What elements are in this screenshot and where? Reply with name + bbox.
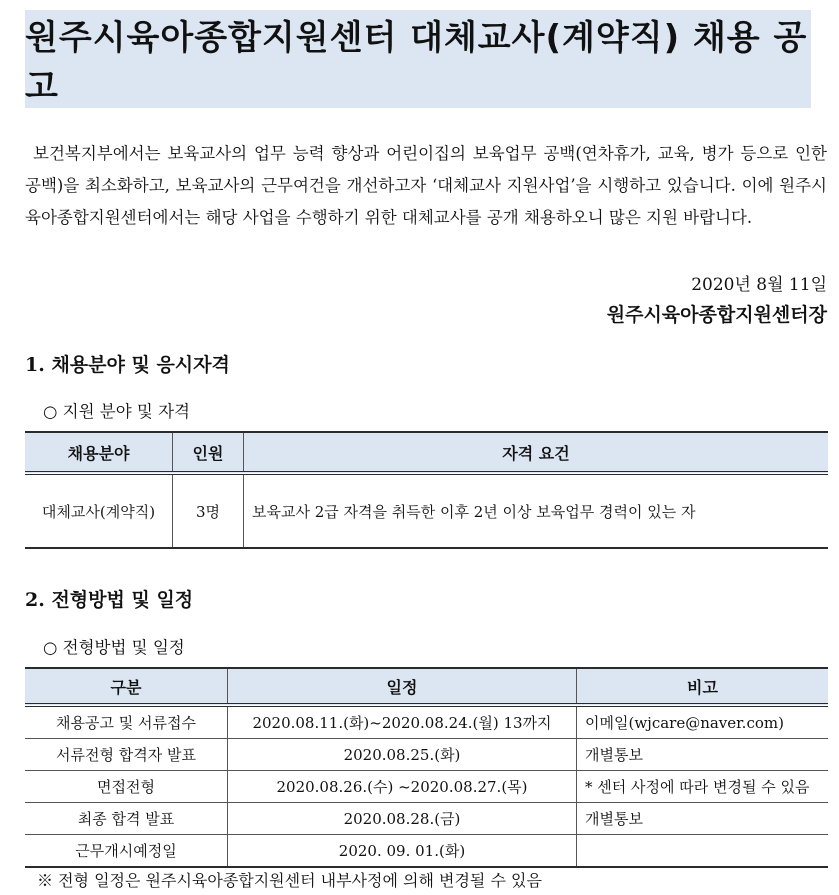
cell-category: 근무개시예정일 bbox=[25, 835, 228, 868]
qualification-table bbox=[25, 431, 828, 549]
cell-category: 채용공고 및 서류접수 bbox=[25, 705, 228, 739]
header-category: 구분 bbox=[25, 668, 228, 705]
cell-schedule: 2020.08.26.(수) ~2020.08.27.(목) bbox=[228, 771, 577, 803]
table-row bbox=[25, 705, 828, 739]
cell-note: 개별통보 bbox=[577, 739, 829, 771]
section-2-title: 2. 전형방법 및 일정 bbox=[25, 589, 194, 611]
signer-name: 원주시육아종합지원센터장 bbox=[606, 304, 827, 326]
section-2-subtitle: ○ 전형방법 및 일정 bbox=[43, 638, 185, 657]
schedule-table bbox=[25, 667, 828, 868]
cell-schedule: 2020.08.28.(금) bbox=[228, 803, 577, 835]
cell-schedule: 2020.08.25.(화) bbox=[228, 739, 577, 771]
intro-paragraph: 보건복지부에서는 보육교사의 업무 능력 향상과 어린이집의 보육업무 공백(연차휴가, 교육, 병가 등으로 인한 공백)을 최소화하고, 보육교사의 근무여건을 개선하고자 ‘대체교사 지원사업’을 시행하고 있습니다. 이에 원주시육아종합지원센터에서는 해당 사업을 수행하기 위한 대체교사를 공개 채용하오니 많은 지원 바랍니다. bbox=[25, 144, 827, 227]
table-row bbox=[25, 803, 828, 835]
header-count: 인원 bbox=[173, 432, 244, 473]
header-field: 채용분야 bbox=[25, 432, 173, 473]
cell-note: 개별통보 bbox=[577, 803, 829, 835]
table-row bbox=[25, 835, 828, 868]
table-header-row bbox=[25, 432, 828, 473]
announcement-date: 2020년 8월 11일 bbox=[691, 275, 827, 295]
header-note: 비고 bbox=[577, 668, 829, 705]
table-row bbox=[25, 473, 828, 548]
table-row bbox=[25, 739, 828, 771]
header-requirements: 자격 요건 bbox=[244, 432, 829, 473]
cell-note: * 센터 사정에 따라 변경될 수 있음 bbox=[577, 771, 829, 803]
cell-schedule: 2020.08.11.(화)~2020.08.24.(월) 13까지 bbox=[228, 705, 577, 739]
cell-category: 최종 합격 발표 bbox=[25, 803, 228, 835]
footnote: ※ 전형 일정은 원주시육아종합지원센터 내부사정에 의해 변경될 수 있음 bbox=[37, 871, 542, 890]
header-schedule: 일정 bbox=[228, 668, 577, 705]
page-title: 원주시육아종합지원센터 대체교사(계약직) 채용 공고 bbox=[25, 18, 808, 107]
cell-note: 이메일(wjcare@naver.com) bbox=[577, 705, 829, 739]
table-row bbox=[25, 771, 828, 803]
section-1-title: 1. 채용분야 및 응시자격 bbox=[25, 354, 230, 376]
title-banner bbox=[25, 10, 811, 108]
cell-field: 대체교사(계약직) bbox=[25, 473, 173, 548]
cell-note bbox=[577, 835, 829, 868]
cell-category: 면접전형 bbox=[25, 771, 228, 803]
cell-count: 3명 bbox=[173, 473, 244, 548]
cell-requirements: 보육교사 2급 자격을 취득한 이후 2년 이상 보육업무 경력이 있는 자 bbox=[244, 473, 829, 548]
section-1-subtitle: ○ 지원 분야 및 자격 bbox=[43, 402, 190, 421]
cell-schedule: 2020. 09. 01.(화) bbox=[228, 835, 577, 868]
table-header-row bbox=[25, 668, 828, 705]
cell-category: 서류전형 합격자 발표 bbox=[25, 739, 228, 771]
